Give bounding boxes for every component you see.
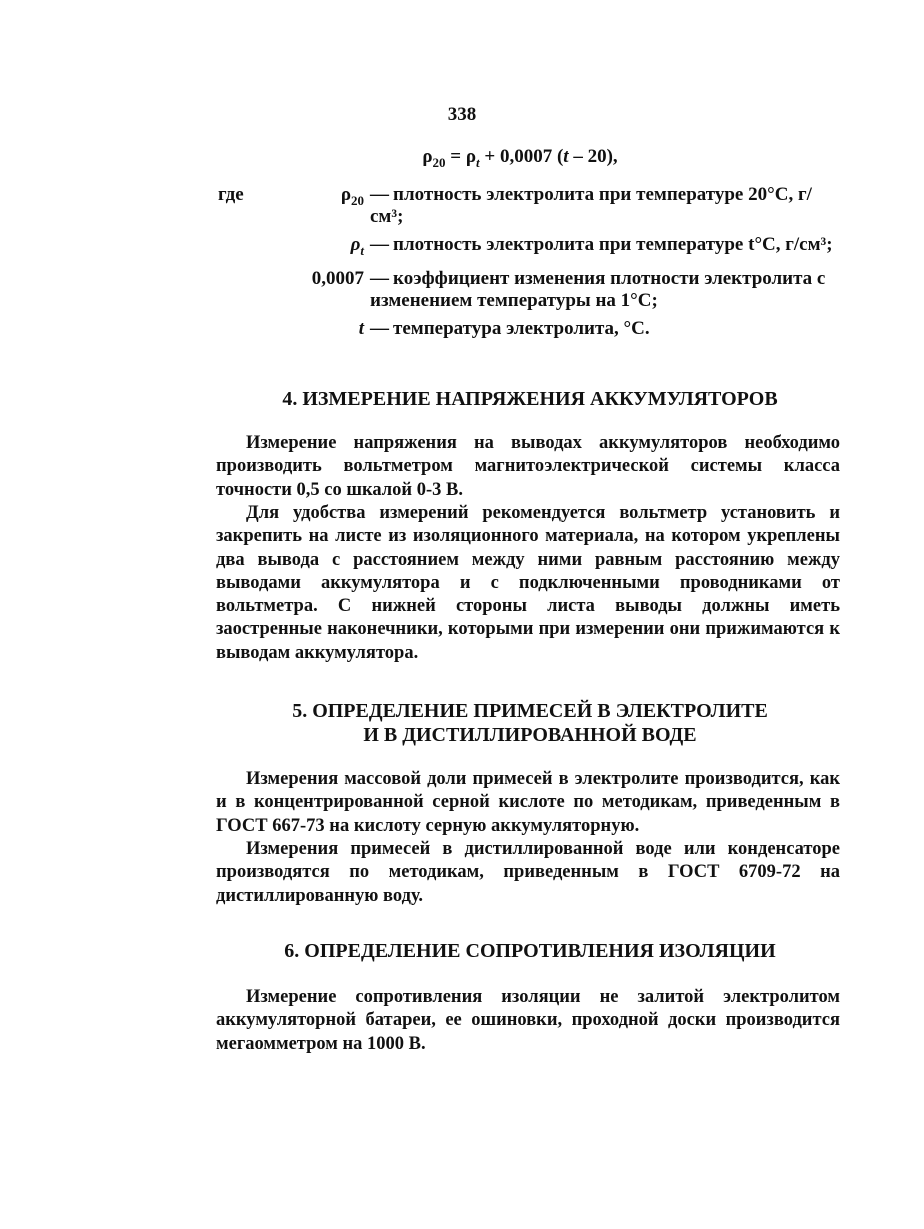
definition-text: — температура электролита, °С. bbox=[370, 317, 650, 339]
section-heading-4: 4. ИЗМЕРЕНИЕ НАПРЯЖЕНИЯ АККУМУЛЯТОРОВ bbox=[282, 388, 778, 410]
definition-row bbox=[200, 268, 840, 312]
formula-coef: + 0,0007 ( bbox=[484, 146, 564, 167]
section-heading-5-line-2: И В ДИСТИЛЛИРОВАННОЙ ВОДЕ bbox=[363, 724, 697, 746]
definition-symbol: t bbox=[358, 317, 364, 339]
section-5-paragraph-1: Измерения массовой доли примесей в электролите производится, как и в концентрированной серной кислоте по методикам, приведенным в ГОСТ 667-73 на кислоту серную аккумуляторную. bbox=[216, 769, 840, 836]
formula-rhs-symbol: ρ bbox=[465, 146, 477, 167]
definition-text: — коэффициент изменения плотности электролита с изменением температуры на 1°С; bbox=[370, 267, 826, 311]
page-number: 338 bbox=[447, 104, 477, 125]
formula-t: t bbox=[563, 146, 569, 167]
definition-row bbox=[200, 234, 840, 262]
where-label: где bbox=[218, 184, 244, 205]
formula-lhs-sub: 20 bbox=[432, 154, 446, 170]
formula-lhs-symbol: ρ bbox=[422, 146, 433, 167]
formula-equals: = bbox=[450, 146, 462, 167]
section-4-paragraph-2: Для удобства измерений рекомендуется вольтметр установить и закрепить на листе из изоляционного материала, на котором укреплены два вывода с расстоянием между ними равным расстоянию между выводами аккумулятора и с подключенными проводниками от вольтметра. С нижней стороны листа выводы должны иметь заостренные наконечники, которыми при измерении они прижимаются к выводам аккумулятора. bbox=[216, 503, 840, 663]
definition-text: — плотность электролита при температуре 20°С, г/см³; bbox=[370, 184, 812, 227]
definition-row bbox=[200, 184, 840, 228]
section-5-paragraph-2: Измерения примесей в дистиллированной воде или конденсаторе производятся по методикам, приведенным в ГОСТ 6709-72 на дистиллированную воду. bbox=[216, 839, 840, 906]
section-6-paragraph-1: Измерение сопротивления изоляции не залитой электролитом аккумуляторной батареи, ее ошиновки, проходной доски производится мегаомметром на 1000 В. bbox=[216, 987, 840, 1054]
definition-symbol: $\rho_t$ bbox=[350, 234, 364, 258]
definition-symbol: 0,0007 bbox=[311, 267, 364, 289]
section-4-paragraph-1: Измерение напряжения на выводах аккумуляторов необходимо производить вольтметром магнитоэлектрической системы класса точности 0,5 со шкалой 0-3 В. bbox=[216, 433, 840, 500]
section-heading-5-line-1: 5. ОПРЕДЕЛЕНИЕ ПРИМЕСЕЙ В ЭЛЕКТРОЛИТЕ bbox=[292, 700, 768, 722]
density-formula bbox=[0, 146, 924, 171]
definitions-list bbox=[200, 184, 840, 346]
formula-tail: – 20), bbox=[568, 146, 618, 167]
definition-row bbox=[200, 318, 840, 340]
section-heading-6: 6. ОПРЕДЕЛЕНИЕ СОПРОТИВЛЕНИЯ ИЗОЛЯЦИИ bbox=[284, 940, 776, 962]
definition-symbol: $\rho_{20}$ bbox=[340, 184, 364, 208]
formula-rhs-sub: t bbox=[476, 154, 480, 170]
definition-text: — плотность электролита при температуре t°С, г/см³; bbox=[370, 234, 833, 255]
